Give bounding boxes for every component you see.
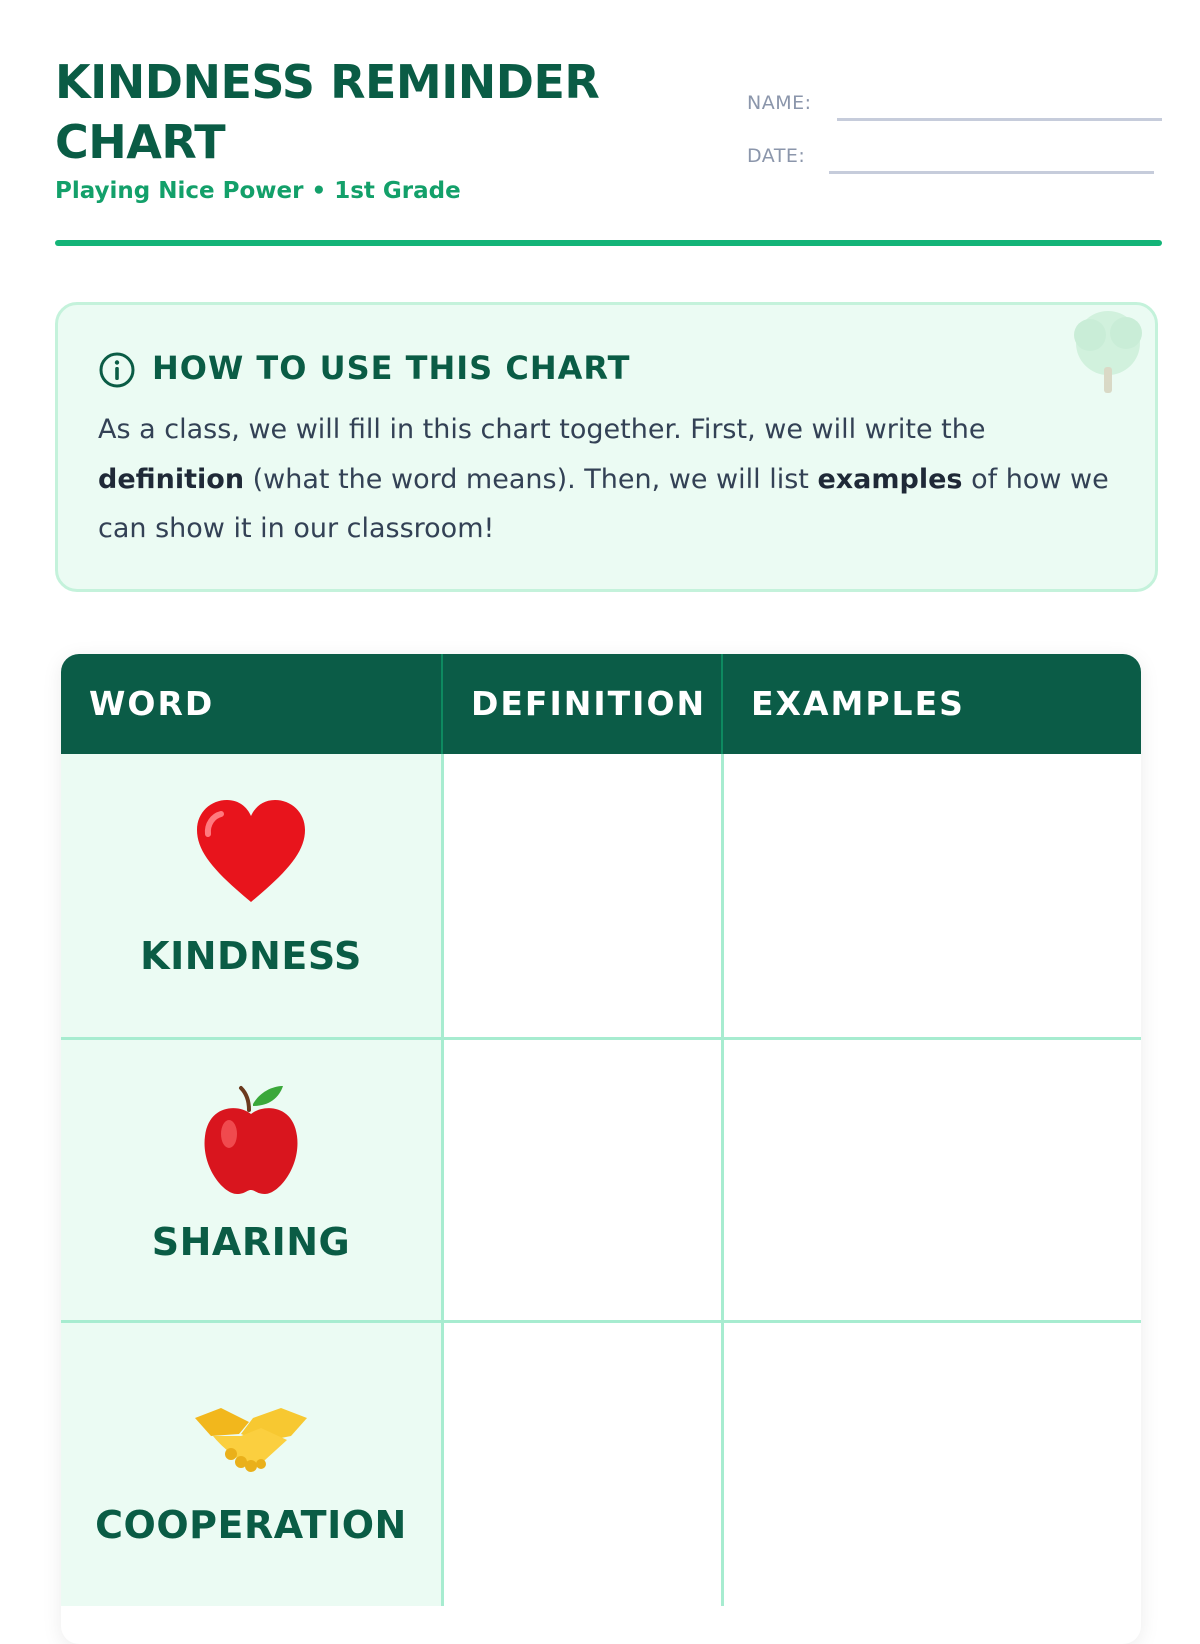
kindness-table (61, 654, 1141, 1644)
word-label: SHARING (151, 1220, 351, 1264)
instructions-bold-definition: definition (98, 463, 245, 495)
student-fields (747, 88, 1162, 194)
header-divider (55, 240, 1162, 246)
date-label: DATE: (747, 145, 806, 167)
instructions-text (98, 405, 1118, 554)
word-label: KINDNESS (140, 934, 362, 978)
examples-cell[interactable] (721, 1040, 1141, 1323)
tree-decoration-icon (1060, 305, 1155, 405)
column-header-examples: EXAMPLES (721, 654, 1141, 754)
page-subtitle: Playing Nice Power • 1st Grade (55, 178, 461, 204)
name-label: NAME: (747, 92, 812, 114)
info-circle-icon (98, 351, 136, 389)
page-title: KINDNESS REMINDER CHART (55, 55, 600, 169)
red-apple-icon (191, 1080, 311, 1200)
instructions-bold-examples: examples (817, 463, 963, 495)
name-field[interactable] (747, 88, 1162, 141)
instructions-text-part: (what the word means). Then, we will list (244, 463, 818, 495)
date-field[interactable] (747, 141, 1162, 194)
word-cell (61, 754, 441, 1037)
handshake-icon (191, 1378, 311, 1498)
instructions-title: HOW TO USE THIS CHART (152, 349, 631, 387)
instructions-box (55, 302, 1158, 592)
definition-cell[interactable] (441, 754, 722, 1037)
examples-cell[interactable] (721, 1323, 1141, 1606)
instructions-text-part: As a class, we will fill in this chart together. First, we will write the (98, 414, 986, 445)
table-header (61, 654, 1141, 754)
table-row (61, 1037, 1141, 1323)
examples-cell[interactable] (721, 754, 1141, 1037)
column-header-definition: DEFINITION (441, 654, 721, 754)
word-cell (61, 1323, 441, 1606)
table-row (61, 754, 1141, 1037)
word-cell (61, 1040, 441, 1323)
definition-cell[interactable] (441, 1040, 722, 1323)
date-line[interactable] (829, 171, 1154, 174)
name-line[interactable] (837, 118, 1162, 121)
word-label: COOPERATION (95, 1503, 407, 1547)
red-heart-icon (191, 794, 311, 914)
table-row (61, 1320, 1141, 1606)
worksheet-header (55, 52, 1162, 252)
definition-cell[interactable] (441, 1323, 722, 1606)
column-header-word: WORD (89, 684, 215, 723)
instructions-text-part: of how we can show it in our classroom! (98, 463, 1109, 544)
